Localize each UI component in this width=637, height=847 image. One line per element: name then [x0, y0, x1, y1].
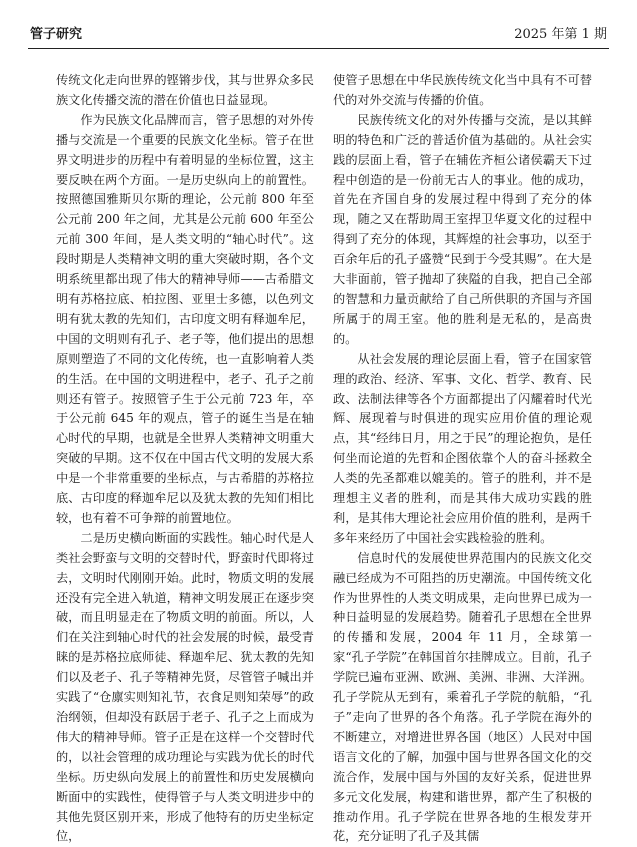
paragraph: 民族传统文化的对外传播与交流，是以其鲜明的特色和广泛的普适价值为基础的。从社会实践的层面上看，管子在辅佐齐桓公诸侯霸天下过程中创造的是一份前无古人的事业。他的成功，首先在齐国自身的发展过程中得到了充分的体现，随之又在帮助周王室捍卫华夏文化的过程中得到了充分的体现，其辉煌的社会事功，以至于百余年后的孔子盛赞“民到于今受其赐”。在大是大非面前，管子抛却了狭隘的自我，把自己全部的智慧和力量贡献给了自己所供职的齐国与齐国所属于的周王室。他的胜利是无私的，是高贵的。 — [333, 112, 592, 346]
paragraph: 使管子思想在中华民族传统文化当中具有不可替代的对外交流与传播的价值。 — [333, 73, 592, 107]
issue-label: 2025 年第 1 期 — [514, 27, 607, 42]
right-column — [333, 71, 592, 844]
journal-title: 管子研究 — [30, 27, 83, 42]
paragraph: 从社会发展的理论层面上看，管子在国家管理的政治、经济、军事、文化、哲学、教育、民政、法制法律等各个方面都提出了闪耀着时代光辉、展现着与时俱进的现实应用价值的理论观点，其“经纬日月，用之于民”的理论抱负，是任何坐而论道的先哲和企图依靠个人的奋斗拯救全人类的先圣都难以媲美的。管子的胜利，并不是理想主义者的胜利，而是其伟大成功实践的胜利，是其伟大理论社会应用价值的胜利，是两千多年来经历了中国社会实践检验的胜利。 — [333, 351, 592, 545]
page-header — [28, 22, 609, 49]
paragraph: 信息时代的发展使世界范围内的民族文化交融已经成为不可阻挡的历史潮流。中国传统文化作为世界性的人类文明成果，走向世界已成为一种日益明显的发展趋势。随着孔子思想在全世界的传播和发展，2004 年 11 月，全球第一家“孔子学院”在韩国首尔挂牌成立。目前，孔子学院已遍布亚洲、欧洲、美洲、非洲、大洋洲。孔子学院从无到有，乘着孔子学院的航船，“孔子”走向了世界的各个角落。孔子学院在海外的不断建立，对增进世界各国（地区）人民对中国语言文化的了解，加强中国与世界各国文化的交流合作，发展中国与外国的友好关系，促进世界多元文化发展，构建和谐世界，都产生了积极的推动作用。孔子学院在世界各地的生根发芽开花，充分证明了孔子及其儒 — [333, 550, 592, 844]
paragraph: 作为民族文化品牌而言，管子思想的对外传播与交流是一个重要的民族文化坐标。管子在世界文明进步的历程中有着明显的坐标位置，这主要反映在两个方面。一是历史纵向上的前置性。按照德国雅斯贝尔斯的理论，公元前 800 年至公元前 200 年之间，尤其是公元前 600 年至公元前 300 年间，是人类文明的“轴心时代”。这段时期是人类精神文明的重大突破时期，各个文明系统里都出现了伟大的精神导师——古希腊文明有苏格拉底、柏拉图、亚里士多德，以色列文明有犹太教的先知们，古印度文明有释迦牟尼，中国的文明则有孔子、老子等，他们提出的思想原则塑造了不同的文化传统，也一直影响着人类的生活。在中国的文明进程中，老子、孔子之前则还有管子。按照管子生于公元前 723 年，卒于公元前 645 年的观点，管子的诞生当是在轴心时代的早期，也就是全世界人类精神文明重大突破的早期。这不仅在中国古代文明的发展大系中是一个非常重要的坐标点，与古希腊的苏格拉底、古印度的释迦牟尼以及犹太教的先知们相比较，也有着不可争辩的前置地位。 — [56, 112, 314, 525]
paragraph: 二是历史横向断面的实践性。轴心时代是人类社会野蛮与文明的交替时代，野蛮时代即将过去，文明时代刚刚开始。此时，物质文明的发展还没有完全进入轨道，精神文明发展正在逐步突破，而且明显走在了物质文明的前面。所以，人们在关注到轴心时代的社会发展的时候，最受青睐的是苏格拉底师徒、释迦牟尼、犹太教的先知们以及老子、孔子等精神先贤，尽管管子喊出并实践了“仓廪实则知礼节，衣食足则知荣辱”的政治纲领，但却没有跃居于老子、孔子之上而成为伟大的精神导师。管子正是在这样一个交替时代的，以社会管理的成功理论与实践为优长的时代坐标。历史纵向发展上的前置性和历史发展横向断面中的实践性，使得管子与人类文明进步中的其他先贤区别开来，形成了他特有的历史坐标定位， — [56, 530, 314, 844]
left-column — [56, 71, 314, 844]
paragraph: 传统文化走向世界的铿锵步伐，其与世界众多民族文化传播交流的潜在价值也日益显现。 — [56, 73, 314, 107]
